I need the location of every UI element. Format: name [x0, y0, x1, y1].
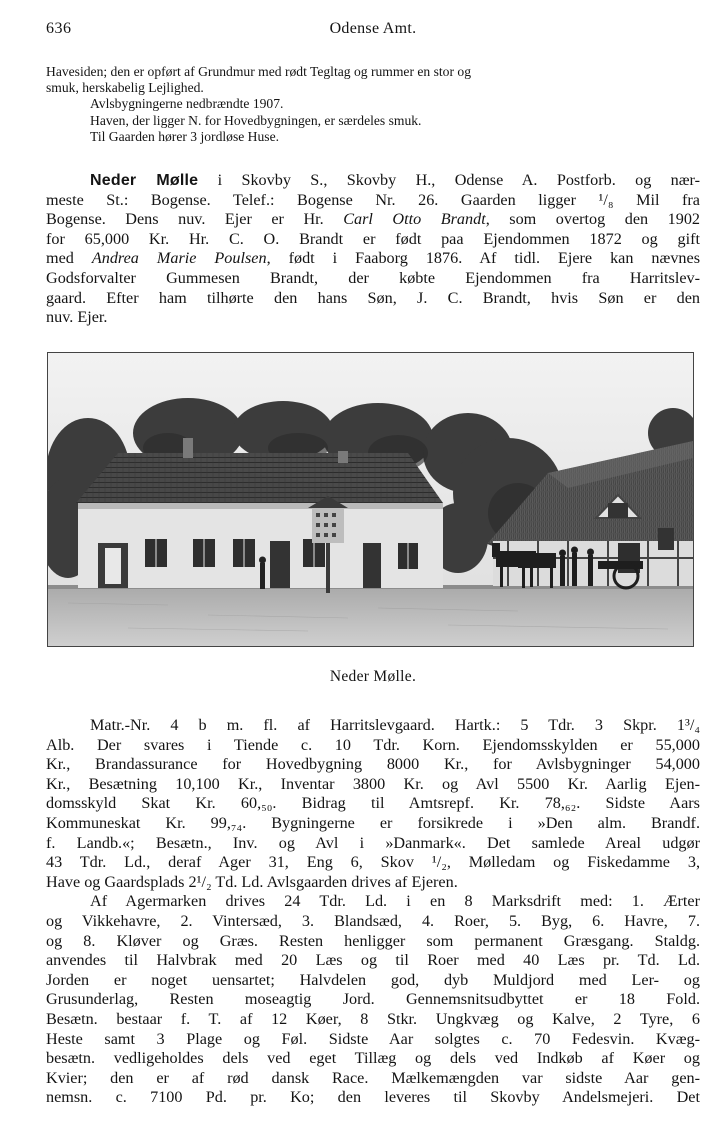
details-line: Heste samt 3 Plage og Føl. Sidste Aar solgtes c. 70 Fedesvin. Kvæg-	[46, 1029, 700, 1048]
details-line: Have og Gaardsplads 2¹/₂ Td. Ld. Avlsgaarden drives af Ejeren.	[46, 872, 458, 891]
page-number: 636	[46, 20, 72, 37]
intro-note-line: Havesiden; den er opført af Grundmur med rødt Tegltag og rummer en stor og	[46, 64, 471, 79]
details-line: Alb. Der svares i Tiende c. 10 Tdr. Korn. Ejendomsskylden er 55,000	[46, 735, 700, 754]
details-line: Kr., Besætning 10,100 Kr., Inventar 3800 Kr. og Avl 5500 Kr. Aarlig Ejen-	[46, 774, 700, 793]
details-line: domsskyld Skat Kr. 60,₅₀. Bidrag til Amtsrepf. Kr. 78,₆₂. Sidste Aars	[46, 794, 700, 813]
details-line: Matr.-Nr. 4 b m. fl. af Harritslevgaard. Hartk.: 5 Tdr. 3 Skpr. 1³/₄	[90, 716, 700, 734]
intro-note-line: Haven, der ligger N. for Hovedbygningen, er særdeles smuk.	[90, 112, 422, 128]
main-house	[76, 438, 443, 589]
owner-name: Carl Otto Brandt	[343, 210, 486, 229]
details-line: f. Landb.«; Besætn., Inv. og Avl i »Danmark«. Det samlede Areal udgør	[46, 833, 700, 852]
intro-note-line: Avlsbygningerne nedbrændte 1907.	[90, 96, 284, 112]
details-line: Kr., Brandassurance for Hovedbygning 8000 Kr., for Avlsbygninger 54,000	[46, 755, 700, 774]
details-line: Kvier; den er af rød dansk Race. Mælkemængden var sidste Aar gen-	[46, 1068, 700, 1087]
details-paragraph	[46, 716, 700, 1108]
details-line: anvendes til Halvbrak med 20 Læs og til Roer med 40 Læs pr. Td. Ld.	[46, 951, 700, 970]
details-line: Jorden er noget uensartet; Halvdelen god, dyb Muldjord med Ler- og	[46, 970, 700, 989]
details-line: Kommuneskat Kr. 99,₇₄. Bygningerne er forsikrede i »Den alm. Brandf.	[46, 813, 700, 832]
entry-line: Godsforvalter Gummesen Brandt, der købte Ejendommen fra Harritslev-	[46, 268, 700, 287]
intro-notes	[46, 64, 700, 145]
running-title: Odense Amt.	[329, 20, 417, 37]
details-line: nemsn. c. 7100 Pd. pr. Ko; den leveres til Skovby Andelsmejeri. Det	[46, 1088, 700, 1107]
farm-photograph-illustration	[48, 353, 693, 646]
entry-line: for 65,000 Kr. Hr. C. O. Brandt er født paa Ejendommen 1872 og gift	[46, 229, 700, 248]
entry-name: Neder Mølle	[90, 172, 199, 189]
entry-line: gaard. Efter ham tilhørte den hans Søn, J. C. Brandt, hvis Søn er den	[46, 288, 700, 307]
entry-line: med Andrea Marie Poulsen, født i Faaborg 1876. Af tidl. Ejere kan nævnes	[46, 249, 700, 268]
entry-line: Neder Mølle i Skovby S., Skovby H., Odense A. Postforb. og nær-	[90, 171, 701, 189]
details-line: Besætn. bestaar f. T. af 12 Køer, 8 Stkr. Ungkvæg og Kalve, 2 Tyre, 6	[46, 1009, 700, 1028]
wife-name: Andrea Marie Poulsen	[91, 249, 267, 268]
entry-line: nuv. Ejer.	[46, 308, 108, 327]
intro-note-line: smuk, herskabelig Lejlighed.	[46, 80, 204, 96]
details-line: og 8. Kløver og Græs. Resten henligger som permanent Græsgang. Staldg.	[46, 931, 700, 950]
farm-photograph	[47, 352, 694, 647]
entry-line: meste St.: Bogense. Telef.: Bogense Nr. 26. Gaarden ligger ¹/₈ Mil fra	[46, 190, 700, 209]
entry-line: Bogense. Dens nuv. Ejer er Hr. Carl Otto Brandt, som overtog den 1902	[46, 210, 701, 229]
details-line: 43 Tdr. Ld., deraf Ager 31, Eng 6, Skov ¹/₂, Mølledam og Fiskedamme 3,	[46, 853, 700, 872]
photo-caption: Neder Mølle.	[329, 668, 417, 685]
details-line: besætn. vedligeholdes dels ved eget Tillæg og dels ved Indkøb af Køer og	[46, 1049, 700, 1068]
details-line: Af Agermarken drives 24 Tdr. Ld. i en 8 Marksdrift med: 1. Ærter	[90, 892, 700, 911]
page-header	[46, 20, 700, 42]
details-line: og Vikkehavre, 2. Vintersæd, 3. Blandsæd, 4. Roer, 5. Byg, 6. Havre, 7.	[46, 911, 700, 930]
details-line: Grusunderlag, Resten moseagtig Jord. Gennemsnitsudbyttet er 18 Fold.	[46, 990, 700, 1009]
entry-paragraph	[46, 171, 700, 328]
intro-note-line: Til Gaarden hører 3 jordløse Huse.	[90, 128, 280, 144]
